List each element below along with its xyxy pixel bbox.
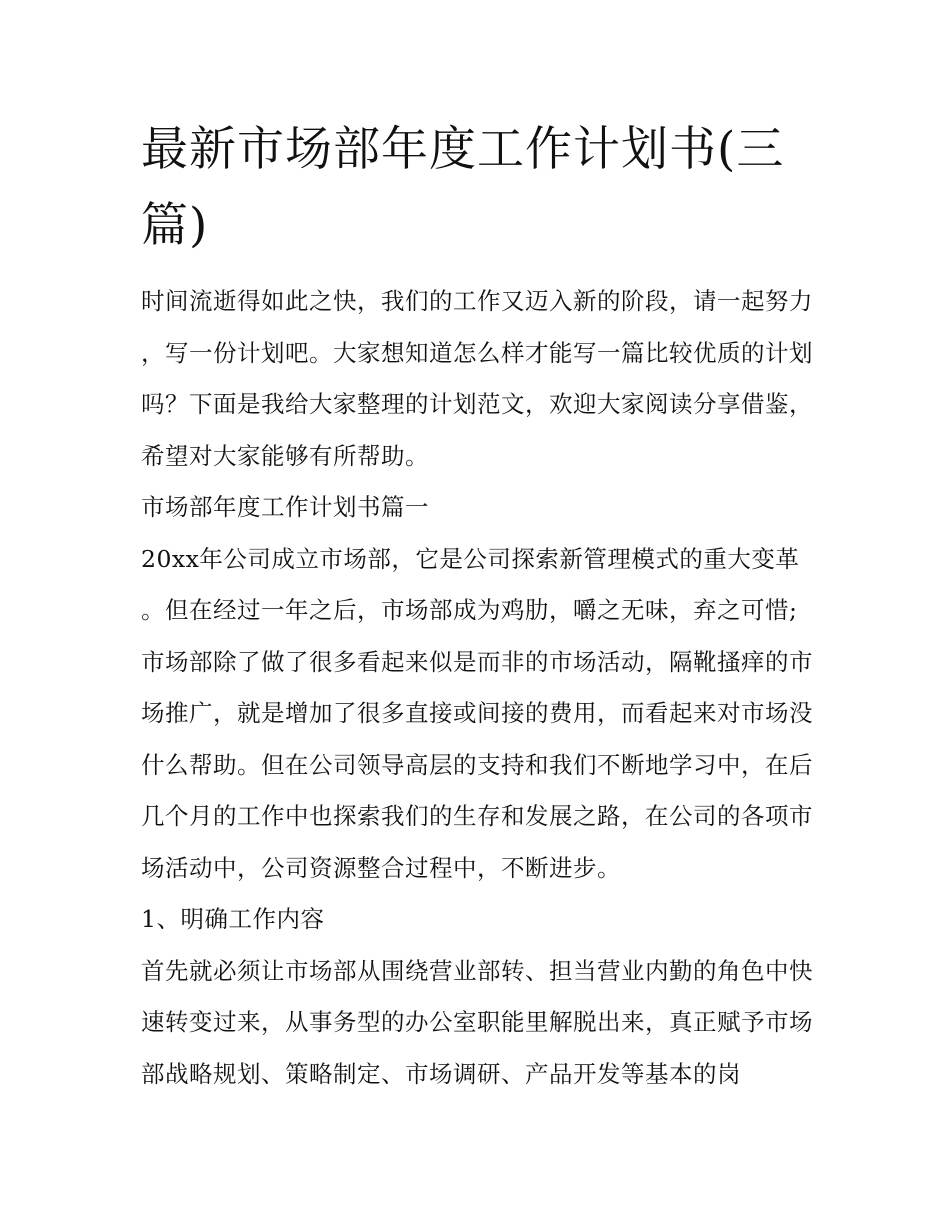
body-paragraph: 首先就必须让市场部从围绕营业部转、担当营业内勤的角色中快速转变过来，从事务型的办公室职能里解脱出来，真正赋予市场部战略规划、策略制定、市场调研、产品开发等基本的岗 <box>141 956 813 1088</box>
section-heading: 市场部年度工作计划书篇一 <box>141 493 429 521</box>
subsection-heading: 1、明确工作内容 <box>141 905 325 933</box>
document-body <box>141 276 813 1100</box>
body-paragraph: 20xx年公司成立市场部，它是公司探索新管理模式的重大变革。但在经过一年之后，市场部成为鸡肋，嚼之无味，弃之可惜;市场部除了做了很多看起来似是而非的市场活动，隔靴搔痒的市场推广，就是增加了很多直接或间接的费用，而看起来对市场没什么帮助。但在公司领导高层的支持和我们不断地学习中，在后几个月的工作中也探索我们的生存和发展之路，在公司的各项市场活动中，公司资源整合过程中，不断进步。 <box>141 544 813 882</box>
document-title: 最新市场部年度工作计划书(三篇) <box>141 122 785 253</box>
intro-paragraph: 时间流逝得如此之快，我们的工作又迈入新的阶段，请一起努力，写一份计划吧。大家想知道怎么样才能写一篇比较优质的计划吗？下面是我给大家整理的计划范文，欢迎大家阅读分享借鉴，希望对大家能够有所帮助。 <box>141 287 813 470</box>
